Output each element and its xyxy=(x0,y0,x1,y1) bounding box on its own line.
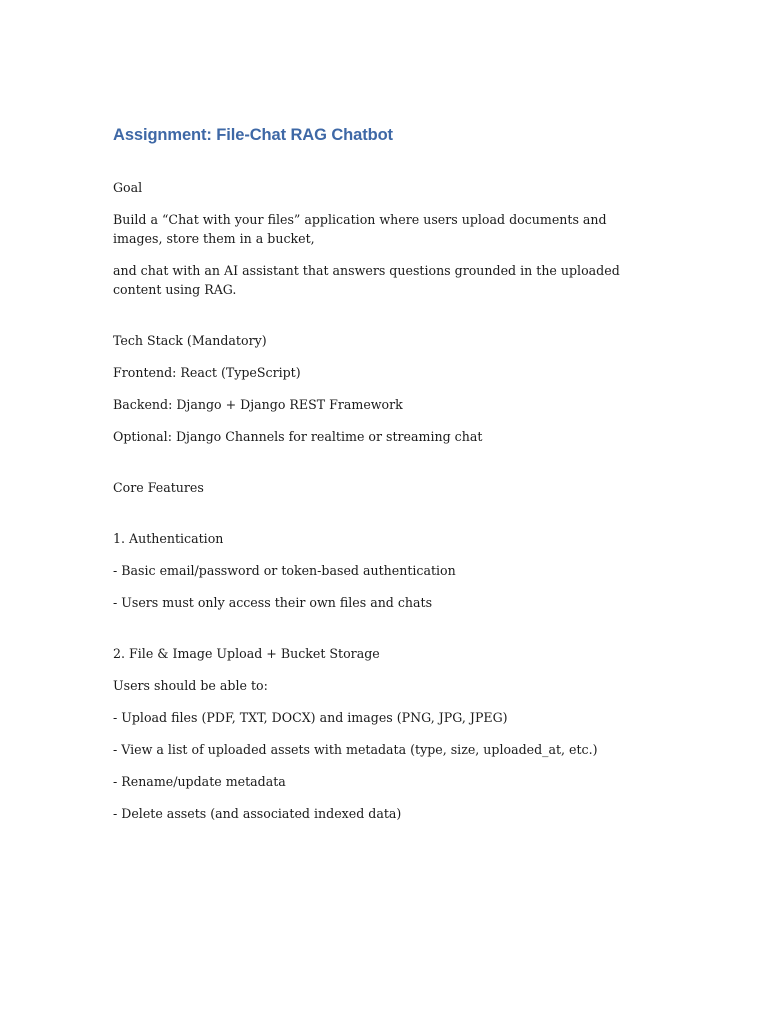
list-item: - Users must only access their own files and chats xyxy=(113,595,433,610)
document-body xyxy=(113,124,658,836)
section-heading-tech-stack: Tech Stack (Mandatory) xyxy=(113,333,267,348)
paragraph: and chat with an AI assistant that answers questions grounded in the uploaded content using RAG. xyxy=(113,263,620,297)
paragraph: Backend: Django + Django REST Framework xyxy=(113,397,403,412)
paragraph: Build a “Chat with your files” application where users upload documents and images, store them in a bucket, xyxy=(113,212,607,246)
paragraph: Users should be able to: xyxy=(113,678,268,693)
paragraph: Frontend: React (TypeScript) xyxy=(113,365,301,380)
subsection-heading-authentication: 1. Authentication xyxy=(113,531,224,546)
section-heading-core-features: Core Features xyxy=(113,480,204,495)
list-item: - View a list of uploaded assets with metadata (type, size, uploaded_at, etc.) xyxy=(113,742,598,757)
list-item: - Delete assets (and associated indexed data) xyxy=(113,806,402,821)
list-item: - Rename/update metadata xyxy=(113,774,286,789)
section-heading-goal: Goal xyxy=(113,180,143,195)
list-item: - Upload files (PDF, TXT, DOCX) and images (PNG, JPG, JPEG) xyxy=(113,710,508,725)
paragraph: Optional: Django Channels for realtime or streaming chat xyxy=(113,429,483,444)
subsection-heading-file-upload: 2. File & Image Upload + Bucket Storage xyxy=(113,646,380,661)
document-title: Assignment: File-Chat RAG Chatbot xyxy=(113,126,393,144)
list-item: - Basic email/password or token-based authentication xyxy=(113,563,456,578)
